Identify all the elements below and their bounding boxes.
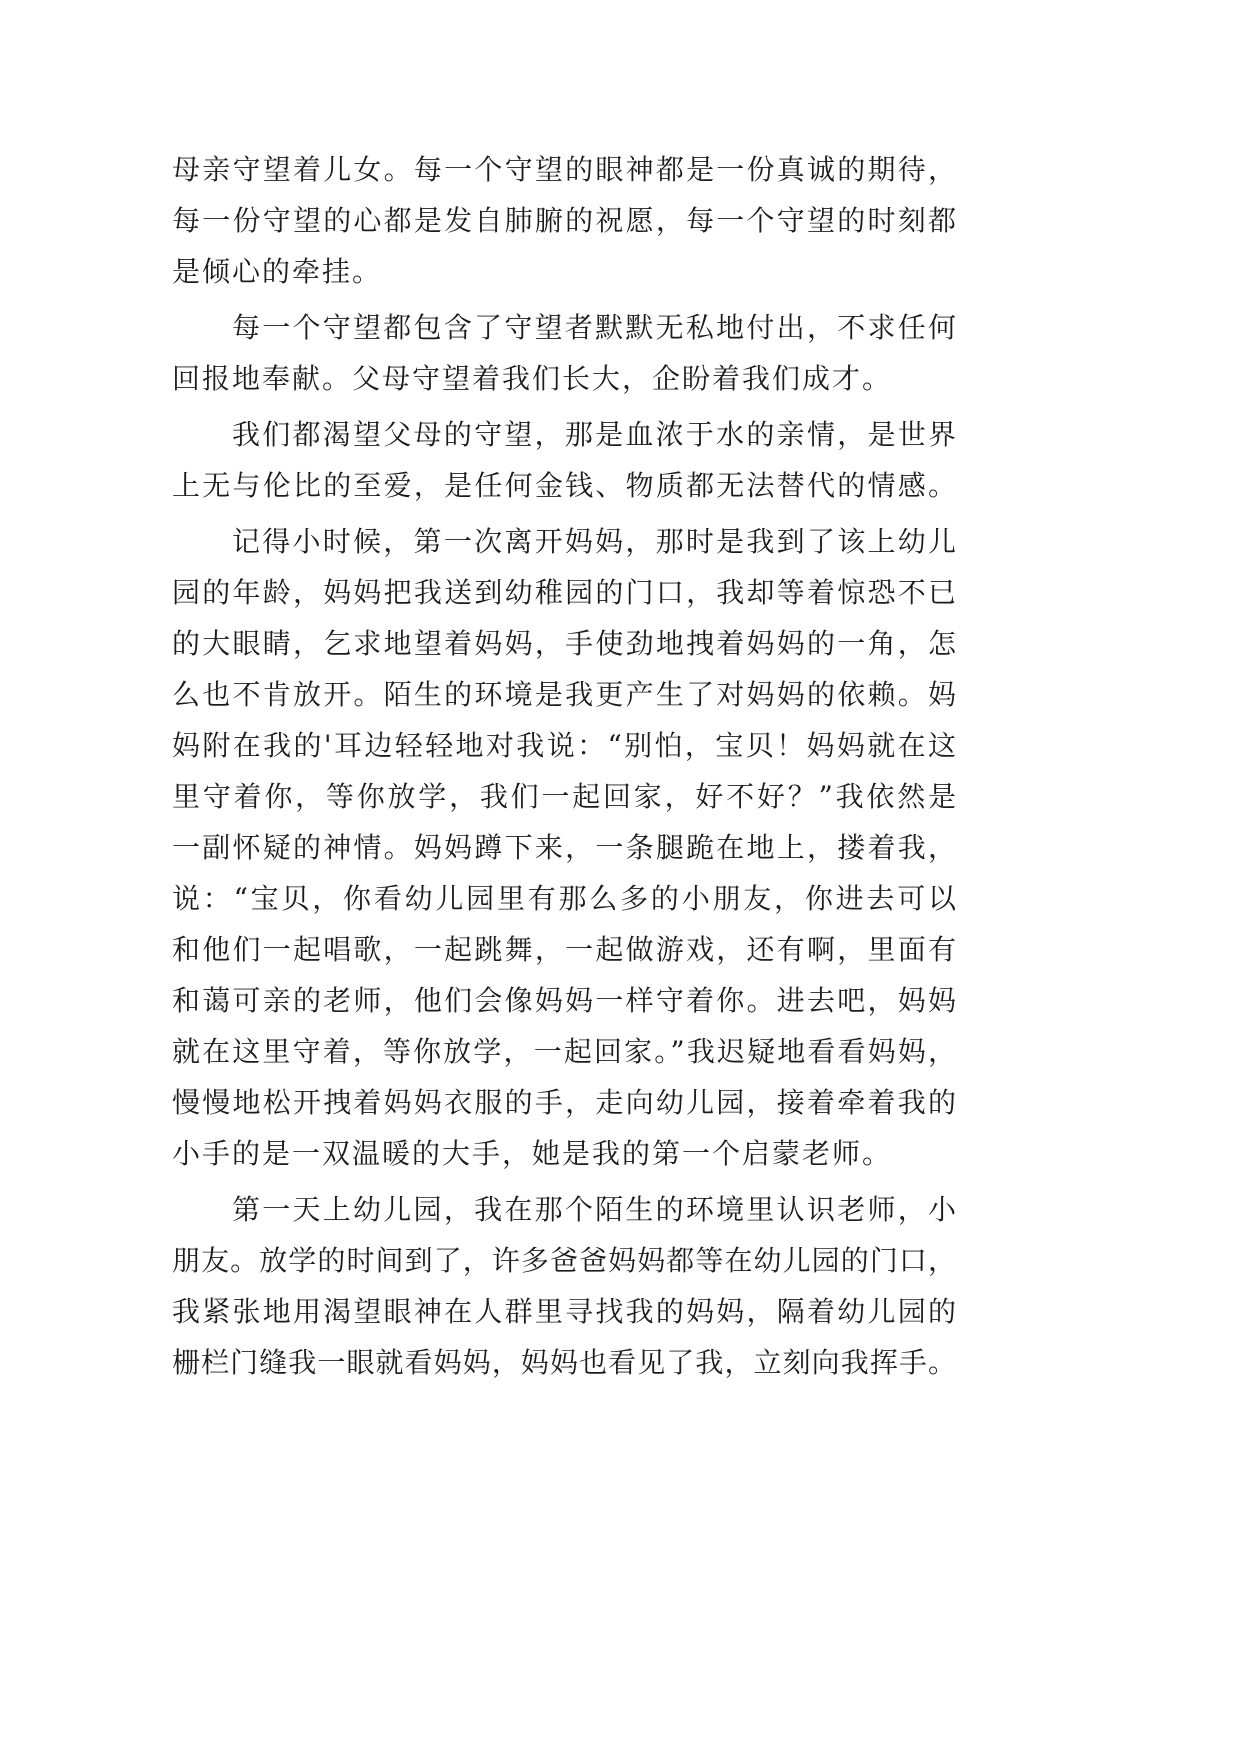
text-line: 记得小时候，第一次离开妈妈，那时是我到了该上幼儿: [232, 525, 956, 558]
text-line: 回报地奉献。父母守望着我们长大，企盼着我们成才。: [172, 362, 893, 395]
text-line: 么也不肯放开。陌生的环境是我更产生了对妈妈的依赖。妈: [172, 678, 956, 711]
paragraph: [172, 302, 956, 404]
text-line: 我紧张地用渴望眼神在人群里寻找我的妈妈，隔着幼儿园的: [172, 1295, 956, 1328]
text-line: 栅栏门缝我一眼就看妈妈，妈妈也看见了我，立刻向我挥手。: [172, 1346, 956, 1379]
document-body: [172, 144, 956, 1388]
text-line: 和蔼可亲的老师，他们会像妈妈一样守着你。进去吧，妈妈: [172, 984, 956, 1017]
text-line: 小手的是一双温暖的大手，她是我的第一个启蒙老师。: [172, 1137, 893, 1170]
text-line: 里守着你，等你放学，我们一起回家，好不好？”我依然是: [172, 780, 956, 813]
paragraph: [172, 144, 956, 297]
text-line: 和他们一起唱歌，一起跳舞，一起做游戏，还有啊，里面有: [172, 933, 956, 966]
text-line: 一副怀疑的神情。妈妈蹲下来，一条腿跪在地上，搂着我，: [172, 831, 956, 864]
text-line: 慢慢地松开拽着妈妈衣服的手，走向幼儿园，接着牵着我的: [172, 1086, 956, 1119]
text-line: 上无与伦比的至爱，是任何金钱、物质都无法替代的情感。: [172, 469, 956, 502]
text-line: 朋友。放学的时间到了，许多爸爸妈妈都等在幼儿园的门口，: [172, 1244, 956, 1277]
text-line: 我们都渴望父母的守望，那是血浓于水的亲情，是世界: [232, 418, 956, 451]
text-line: 每一个守望都包含了守望者默默无私地付出，不求任何: [232, 311, 956, 344]
text-line: 妈附在我的'耳边轻轻地对我说：“别怕，宝贝！妈妈就在这: [172, 729, 956, 762]
text-line: 每一份守望的心都是发自肺腑的祝愿，每一个守望的时刻都: [172, 204, 956, 237]
text-line: 就在这里守着，等你放学，一起回家。”我迟疑地看看妈妈，: [172, 1035, 956, 1068]
paragraph: [172, 409, 956, 511]
text-line: 第一天上幼儿园，我在那个陌生的环境里认识老师，小: [232, 1193, 956, 1226]
text-line: 园的年龄，妈妈把我送到幼稚园的门口，我却等着惊恐不已: [172, 576, 956, 609]
paragraph: [172, 516, 956, 1179]
text-line: 母亲守望着儿女。每一个守望的眼神都是一份真诚的期待，: [172, 153, 956, 186]
paragraph: [172, 1184, 956, 1388]
text-line: 的大眼睛，乞求地望着妈妈，手使劲地拽着妈妈的一角，怎: [172, 627, 956, 660]
text-line: 说：“宝贝，你看幼儿园里有那么多的小朋友，你进去可以: [172, 882, 956, 915]
text-line: 是倾心的牵挂。: [172, 255, 383, 288]
